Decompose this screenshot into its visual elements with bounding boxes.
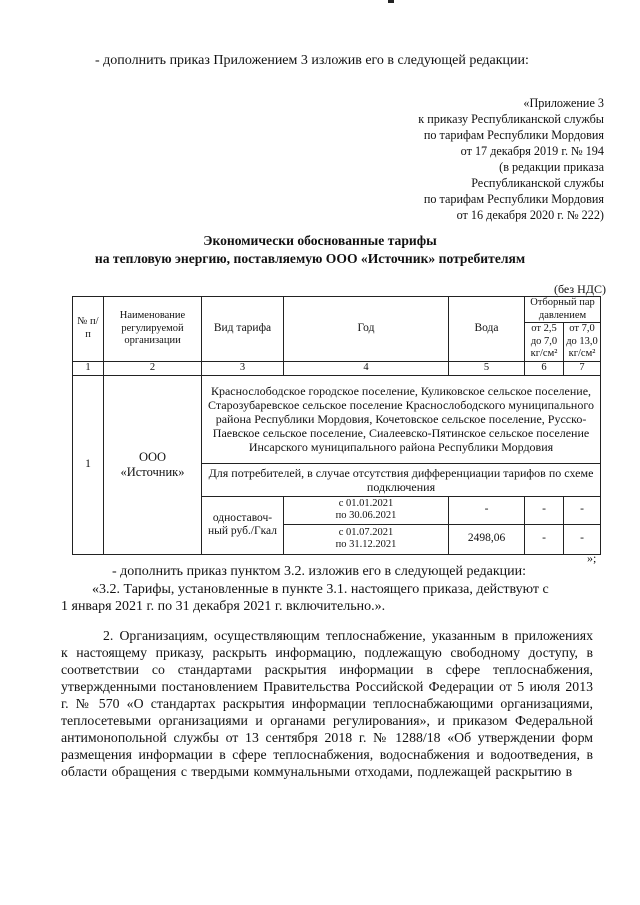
tariff-table [72,296,601,555]
title-line-1: Экономически обоснованные тарифы [203,233,437,248]
col-number: 2 [104,361,202,375]
org-name [104,375,202,554]
vat-note: (без НДС) [553,282,606,296]
col-number: 3 [202,361,284,375]
appendix-line: к приказу Республиканской службы [418,112,604,126]
point32-text-1: «3.2. Тарифы, установленные в пункте 3.1. настоящего приказа, действуют с [92,582,549,597]
period-to: по 31.12.2021 [335,539,397,550]
col-number: 5 [449,361,525,375]
title-line-2: на тепловую энергию, поставляемую ООО «Источник» потребителям [94,251,526,266]
appendix-line: Республиканской службы [471,176,604,190]
closing-quote: »; [587,551,597,565]
header-num: № п/п [73,297,104,362]
period-cell [284,496,449,524]
steam-high-value: - [564,496,601,524]
period-from: с 01.07.2021 [338,526,394,538]
tariff-kind: одноставоч-ный руб./Гкал [202,496,284,554]
period-cell [284,524,449,554]
appendix-line: по тарифам Республики Мордовия [423,128,604,142]
col-number: 1 [73,361,104,375]
appendix-line: по тарифам Республики Мордовия [423,192,604,206]
appendix-line: (в редакции приказа [499,160,604,174]
period-to: по 30.06.2021 [335,510,397,521]
point32-intro: - дополнить приказ пунктом 3.2. изложив его в следующей редакции: [112,564,526,579]
org-name-line-1: ООО [138,449,167,464]
intro-line: - дополнить приказ Приложением 3 изложив его в следующей редакции: [95,53,529,68]
header-year: Год [284,297,449,362]
point32-text-2: 1 января 2021 г. по 31 декабря 2021 г. включительно.». [61,599,386,614]
header-steam-high: от 7,0 до 13,0 кг/см² [564,323,601,362]
paragraph-2: 2. Организациям, осуществляющим теплоснабжение, указанным в приложениях к настоящему приказу, раскрыть информацию, подлежащую свободному доступу, в соответствии со стандартами раскрытия информации в сфере теплоснабжения, утвержденными постановлением Правительства Российской Федерации от 5 июля 2013 г. № 570 «О стандартах раскрытия информации теплоснабжающими организациями, теплосетевыми организациями и органами регулирования», и приказом Федеральной антимонопольной службы от 13 сентября 2018 г. № 1288/18 «Об утверждении форм размещения информации в сфере теплоснабжения, водоснабжения и водоотведения, в области обращения с твердыми коммунальными отходами, подлежащей раскрытию в [61,628,593,779]
water-value: 2498,06 [449,524,525,554]
top-edge-mark [388,0,394,3]
appendix-line: от 16 декабря 2020 г. № 222) [456,208,604,222]
header-org: Наименование регулируемой организации [104,297,202,362]
col-number: 4 [284,361,449,375]
appendix-line: «Приложение 3 [523,96,604,110]
appendix-line: от 17 декабря 2019 г. № 194 [460,144,604,158]
col-number: 7 [564,361,601,375]
header-steam-low: от 2,5 до 7,0 кг/см² [525,323,564,362]
period-from: с 01.01.2021 [338,497,394,509]
document-title [0,232,640,268]
header-water: Вода [449,297,525,362]
steam-low-value: - [525,496,564,524]
org-name-line-2: «Источник» [120,464,185,479]
appendix-header [418,95,604,223]
header-steam: Отборный пар давлением [525,297,601,323]
steam-high-value: - [564,524,601,554]
row-num: 1 [73,375,104,554]
header-tariff-type: Вид тарифа [202,297,284,362]
consumers-note: Для потребителей, в случае отсутствия дифференциации тарифов по схеме подключения [202,463,601,496]
territory-cell: Краснослободское городское поселение, Куликовское сельское поселение, Старозубаревское сельское поселение Краснослободского муниципального района Республики Мордовия, Кочетовское сельское поселение, Русско-Паевское сельское поселение, Сиалеевско-Пятинское сельское поселение Инсарского муниципального района Республики Мордовия [202,375,601,463]
col-number: 6 [525,361,564,375]
steam-low-value: - [525,524,564,554]
water-value: - [449,496,525,524]
